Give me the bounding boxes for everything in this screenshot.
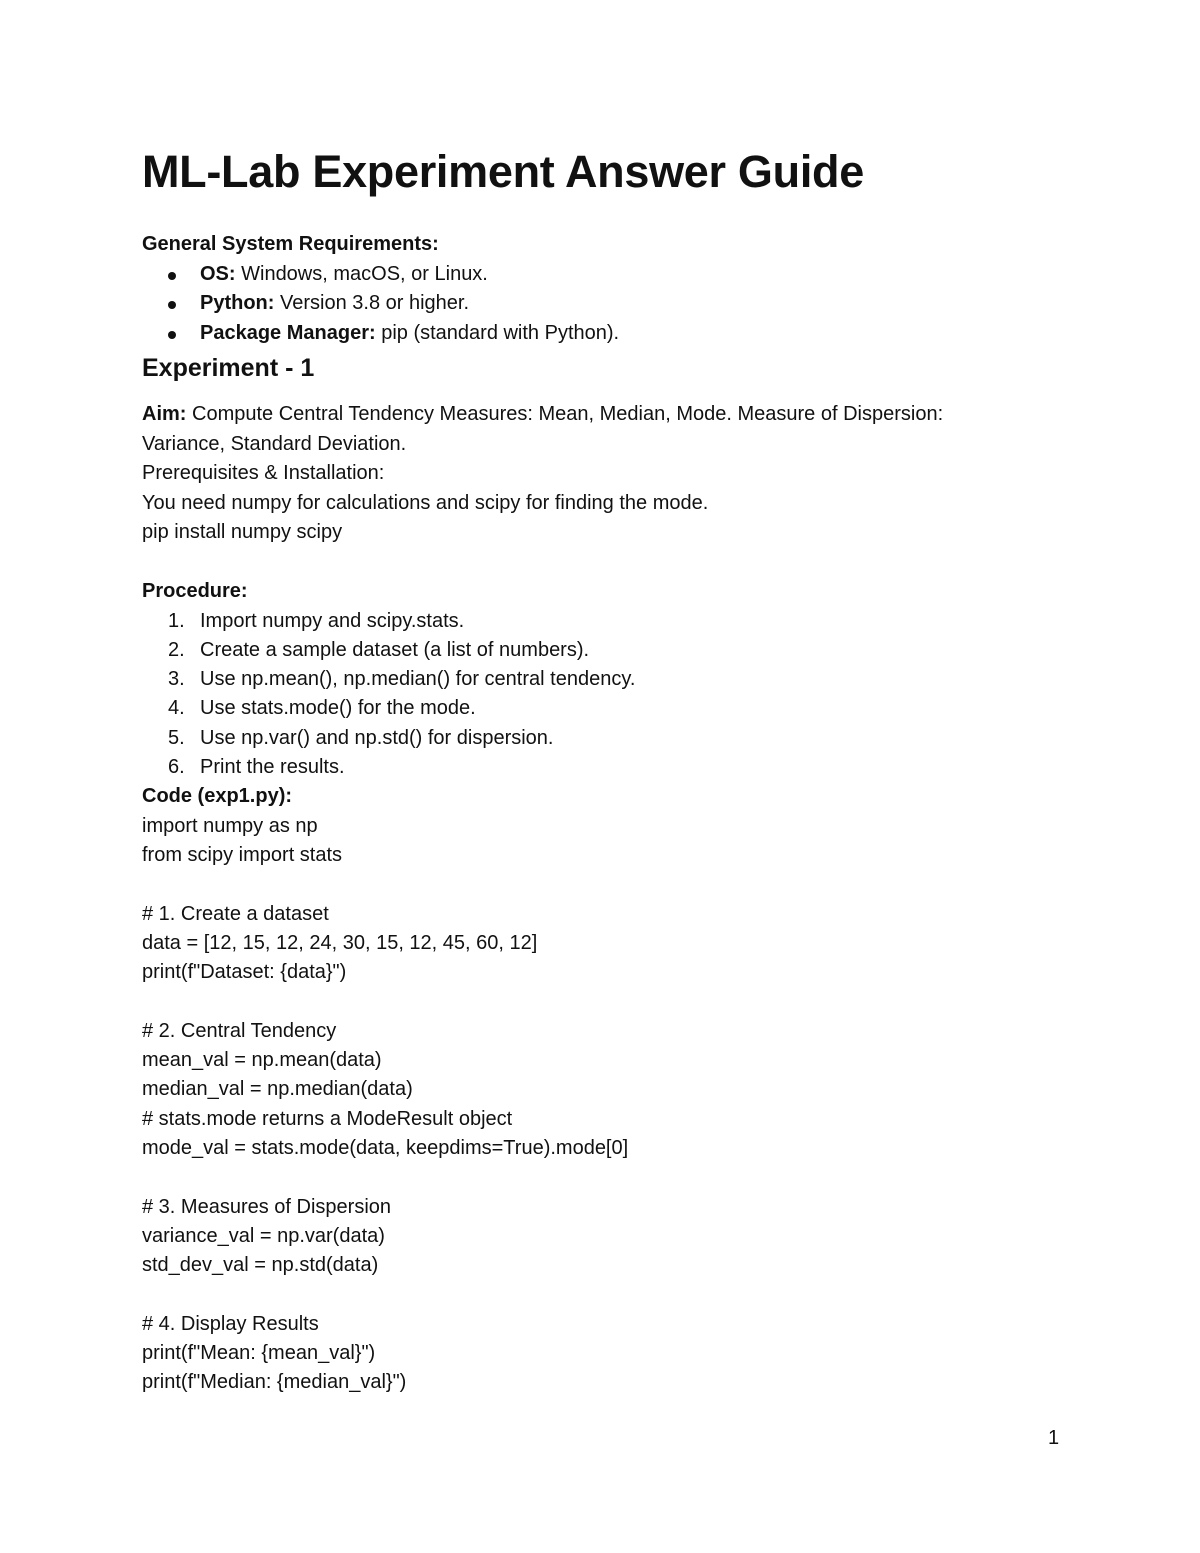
code-line: # 4. Display Results — [142, 1312, 319, 1335]
code-line: mean_val = np.mean(data) — [142, 1049, 382, 1072]
prerequisites-heading: Prerequisites & Installation: — [142, 462, 385, 484]
bullet-icon — [168, 301, 176, 309]
requirement-label: OS: — [200, 262, 236, 285]
requirement-label: Python: — [200, 292, 275, 314]
requirements-list — [142, 260, 1062, 349]
step-number: 4. — [168, 697, 185, 720]
code-line: from scipy import stats — [142, 844, 343, 867]
step-text: Use np.var() and np.std() for dispersion. — [200, 726, 554, 749]
aim-label: Aim: — [142, 403, 187, 425]
requirement-label: Package Manager: — [200, 321, 376, 344]
spacer — [142, 548, 1062, 578]
procedure-step — [142, 753, 1062, 782]
requirements-heading: General System Requirements: — [142, 233, 439, 255]
requirement-text: Version 3.8 or higher. — [274, 292, 470, 314]
step-number: 3. — [168, 668, 185, 691]
code-line: print(f"Median: {median_val}") — [142, 1371, 407, 1394]
requirement-text: Windows, macOS, or Linux. — [235, 262, 488, 285]
prerequisites-text: You need numpy for calculations and scipy for finding the mode. — [142, 491, 709, 514]
document-title: ML-Lab Experiment Answer Guide — [142, 146, 864, 197]
code-line — [142, 1163, 1062, 1192]
code-line: # 2. Central Tendency — [142, 1019, 337, 1042]
requirement-item-package-manager — [142, 319, 1062, 349]
procedure-step — [142, 665, 1062, 694]
code-heading: Code (exp1.py): — [142, 785, 293, 808]
aim-line-1 — [142, 400, 1062, 430]
code-line: # stats.mode returns a ModeResult object — [142, 1107, 513, 1130]
code-line: print(f"Dataset: {data}") — [142, 961, 347, 984]
bullet-icon — [168, 272, 176, 280]
step-text: Use np.mean(), np.median() for central tendency. — [200, 668, 636, 691]
step-text: Create a sample dataset (a list of numbers). — [200, 638, 590, 661]
code-line: mode_val = stats.mode(data, keepdims=True).mode[0] — [142, 1137, 629, 1160]
code-line — [142, 1281, 1062, 1310]
page-content — [142, 140, 1062, 1398]
install-command: pip install numpy scipy — [142, 521, 343, 543]
procedure-step — [142, 636, 1062, 665]
step-number: 5. — [168, 726, 185, 749]
procedure-step — [142, 694, 1062, 723]
code-block — [142, 812, 1062, 1398]
code-line: # 3. Measures of Dispersion — [142, 1195, 392, 1218]
requirement-text: pip (standard with Python). — [375, 321, 620, 344]
step-number: 1. — [168, 609, 185, 632]
procedure-list — [142, 607, 1062, 783]
bullet-icon — [168, 331, 176, 339]
procedure-heading: Procedure: — [142, 580, 248, 602]
code-line — [142, 870, 1062, 899]
step-text: Import numpy and scipy.stats. — [200, 609, 465, 632]
code-line: median_val = np.median(data) — [142, 1078, 413, 1101]
aim-line-2: Variance, Standard Deviation. — [142, 432, 407, 455]
code-line: data = [12, 15, 12, 24, 30, 15, 12, 45, 60, 12] — [142, 931, 538, 954]
experiment-heading: Experiment - 1 — [142, 354, 315, 382]
page-number: 1 — [1048, 1427, 1060, 1449]
step-text: Use stats.mode() for the mode. — [200, 697, 476, 720]
code-line: print(f"Mean: {mean_val}") — [142, 1342, 376, 1365]
procedure-step — [142, 724, 1062, 753]
code-line: import numpy as np — [142, 814, 318, 837]
code-line: # 1. Create a dataset — [142, 902, 329, 925]
code-line: variance_val = np.var(data) — [142, 1224, 385, 1247]
step-text: Print the results. — [200, 755, 345, 778]
step-number: 2. — [168, 638, 185, 661]
code-line — [142, 988, 1062, 1017]
step-number: 6. — [168, 755, 185, 778]
requirement-item-python — [142, 289, 1062, 319]
code-line: std_dev_val = np.std(data) — [142, 1254, 379, 1277]
requirement-item-os — [142, 260, 1062, 290]
aim-text: Compute Central Tendency Measures: Mean, Median, Mode. Measure of Dispersion: — [186, 403, 944, 425]
procedure-step — [142, 607, 1062, 636]
